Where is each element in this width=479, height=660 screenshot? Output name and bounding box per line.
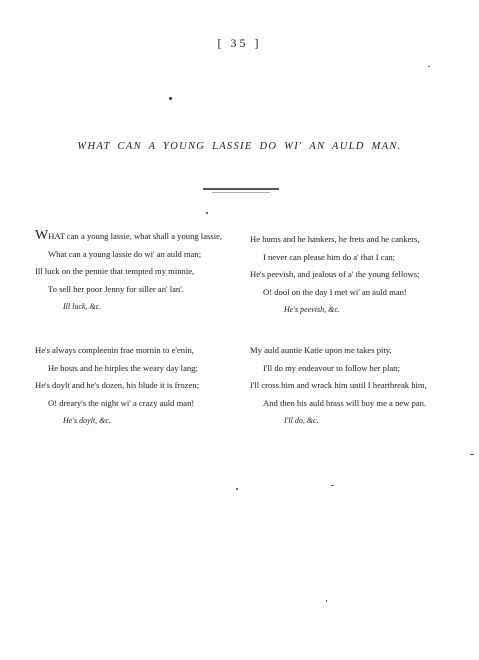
chorus-line: Ill luck, &c. (63, 302, 102, 312)
verse-line: My auld auntie Katie upon me takes pity, (250, 345, 392, 355)
scan-speck (428, 66, 430, 67)
song-title: WHAT CAN A YOUNG LASSIE DO WI' AN AULD MAN. (77, 141, 402, 152)
drop-cap: W (35, 228, 49, 243)
verse-line: He's peevish, and jealous of a' the young fellows; (250, 269, 420, 280)
chorus-line: He's doylt, &c. (63, 416, 111, 426)
ornamental-rule-thin (212, 192, 270, 193)
verse-line: He hums and he hankers, he frets and he cankers, (250, 234, 420, 244)
stanza-1 (35, 227, 222, 316)
verse-line: O! dool on the day I met wi' an auld man! (263, 286, 407, 297)
verse-line: He's always compleenin frae mornin to e'enin, (35, 345, 194, 355)
scan-speck (236, 488, 238, 490)
page-number: [ 35 ] (217, 36, 262, 50)
verse-line: I'll do my endeavour to follow her plan; (263, 362, 400, 373)
stanza-4 (250, 342, 427, 430)
verse-line: And then his auld brass will buy me a new pan. (263, 397, 427, 408)
ornamental-rule (203, 188, 279, 190)
chorus-line: He's peevish, &c. (284, 305, 340, 315)
verse-line: He's doylt and he's dozen, his blude it is frozen; (35, 380, 199, 391)
scan-speck (326, 600, 327, 602)
verse-line: He hosts and he hirples the weary day lang; (48, 362, 198, 373)
scan-speck (331, 485, 334, 486)
stanza-3 (35, 342, 199, 430)
verse-line: O! dreary's the night wi' a crazy auld man! (48, 397, 195, 408)
scan-speck (169, 97, 172, 100)
verse-line: I never can please him do a' that I can; (263, 251, 396, 262)
verse-line: What can a young lassie do wi' an auld man; (48, 248, 202, 259)
verse-line: To sell her poor Jenny for siller an' lan'. (48, 283, 184, 294)
scan-speck (470, 454, 474, 455)
scan-speck (206, 212, 208, 214)
verse-line: Ill luck on the pennie that tempted my minnie, (35, 266, 195, 277)
verse-line: WHAT can a young lassie, what shall a young lassie, (35, 228, 223, 243)
chorus-line: I'll do, &c. (284, 416, 319, 426)
verse-line: I'll cross him and wrack him until I heartbreak him, (250, 380, 427, 391)
stanza-2 (250, 231, 420, 319)
